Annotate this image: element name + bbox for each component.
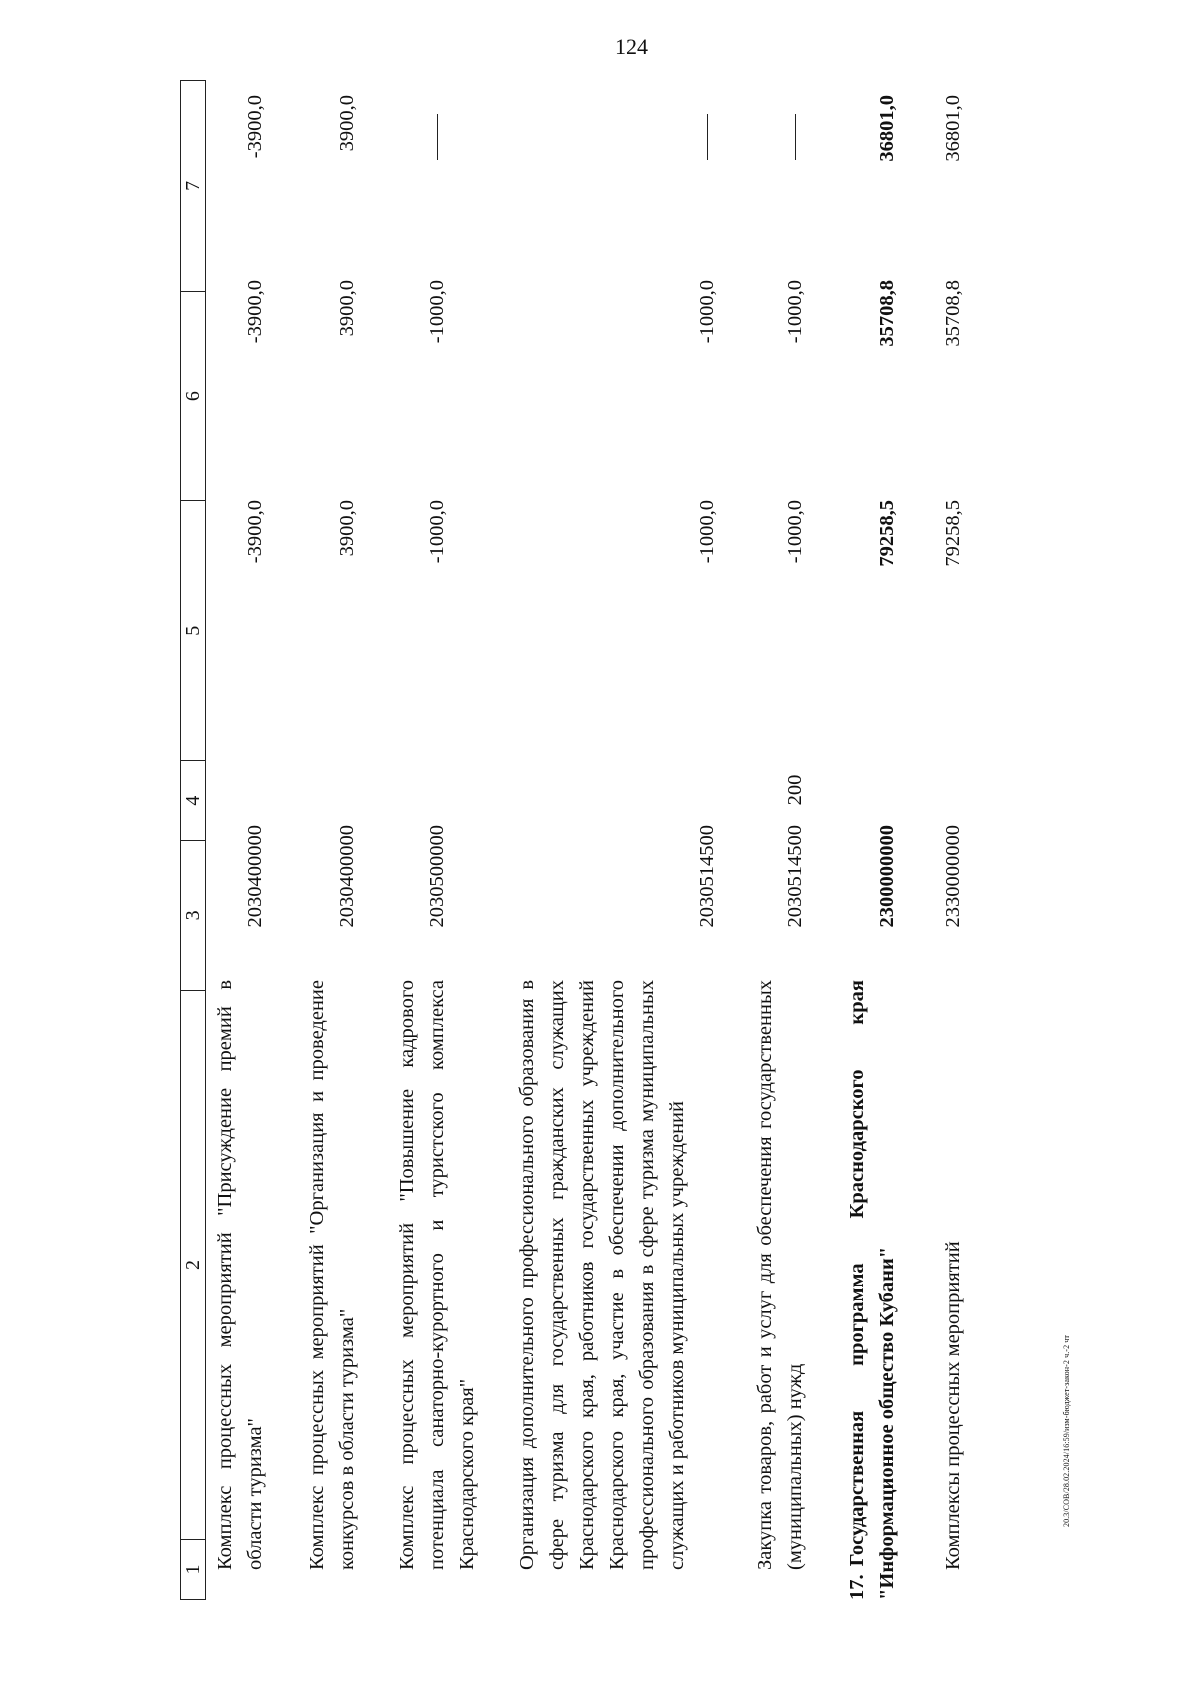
row-name: Комплекс процессных мероприятий "Организация и проведение конкурсов в области туризма": [306, 980, 358, 1570]
row-value-6: 35708,8: [876, 280, 898, 347]
header-col-4: 4: [181, 760, 205, 840]
row-name: [842, 980, 902, 1600]
row-value-5: -1000,0: [784, 500, 806, 564]
row-name: Закупка товаров, работ и услуг для обеспечения государственных (муниципальных) нужд: [754, 980, 806, 1570]
row-value-7: 36801,0: [876, 95, 898, 162]
row-value-5: 79258,5: [942, 500, 964, 567]
row-value-6: -1000,0: [784, 280, 806, 344]
row-code: 2300000000: [876, 825, 898, 928]
row-code: 2030500000: [426, 825, 448, 928]
header-col-2: 2: [181, 990, 205, 1539]
row-value-7: 3900,0: [336, 95, 358, 152]
row-code: 2030400000: [244, 825, 266, 928]
row-value-7-dash: [795, 114, 796, 160]
row-value-7-dash: [707, 114, 708, 160]
section-title: Государственная программа Краснодарского края "Информационное общество Кубани": [846, 980, 898, 1600]
header-col-5: 5: [181, 500, 205, 760]
row-value-6: -1000,0: [696, 280, 718, 344]
row-name: Комплекс процессных мероприятий "Повышение кадрового потенциала санаторно-курортного и туристского комплекса Краснодарского края": [396, 980, 478, 1570]
row-code: 2030514500: [696, 825, 718, 928]
table-header: [180, 80, 206, 1600]
row-value-6: -1000,0: [426, 280, 448, 344]
section-number: 17.: [846, 1574, 868, 1600]
row-type: 200: [784, 774, 806, 806]
footer-note: 20.3/СОВ/28.02.2024/16:59/изм-бюджет-закон-2 ч.-2 чт: [1062, 1335, 1071, 1528]
row-value-7: -3900,0: [244, 95, 266, 159]
row-code: 2030400000: [336, 825, 358, 928]
row-value-5: -1000,0: [426, 500, 448, 564]
row-value-7-dash: [437, 114, 438, 160]
row-value-6: 35708,8: [942, 280, 964, 347]
row-name: Комплексы процессных мероприятий: [942, 1241, 964, 1570]
row-value-6: -3900,0: [244, 280, 266, 344]
page-number: 124: [615, 34, 648, 59]
row-value-5: -3900,0: [244, 500, 266, 564]
row-name: Комплекс процессных мероприятий "Присуждение премий в области туризма": [214, 980, 266, 1570]
header-col-1: 1: [181, 1539, 205, 1599]
rotated-table: [180, 80, 1040, 1600]
header-col-6: 6: [181, 291, 205, 501]
row-value-5: -1000,0: [696, 500, 718, 564]
header-col-7: 7: [182, 180, 204, 191]
row-code: 2030514500: [784, 825, 806, 928]
row-value-7: 36801,0: [942, 95, 964, 162]
row-value-5: 3900,0: [336, 500, 358, 557]
header-col-3: 3: [181, 840, 205, 990]
row-code: 2330000000: [942, 825, 964, 928]
row-value-6: 3900,0: [336, 280, 358, 337]
row-value-5: 79258,5: [876, 500, 898, 567]
row-name: Организация дополнительного профессионального образования в сфере туризма для государственных гражданских служащих Краснодарского края, работников государственных учреждений Краснодарского края, участие в обеспечении дополнительного профессионального образования в сфере туризма муниципальных служащих и работников муниципальных учреждений: [516, 980, 688, 1570]
